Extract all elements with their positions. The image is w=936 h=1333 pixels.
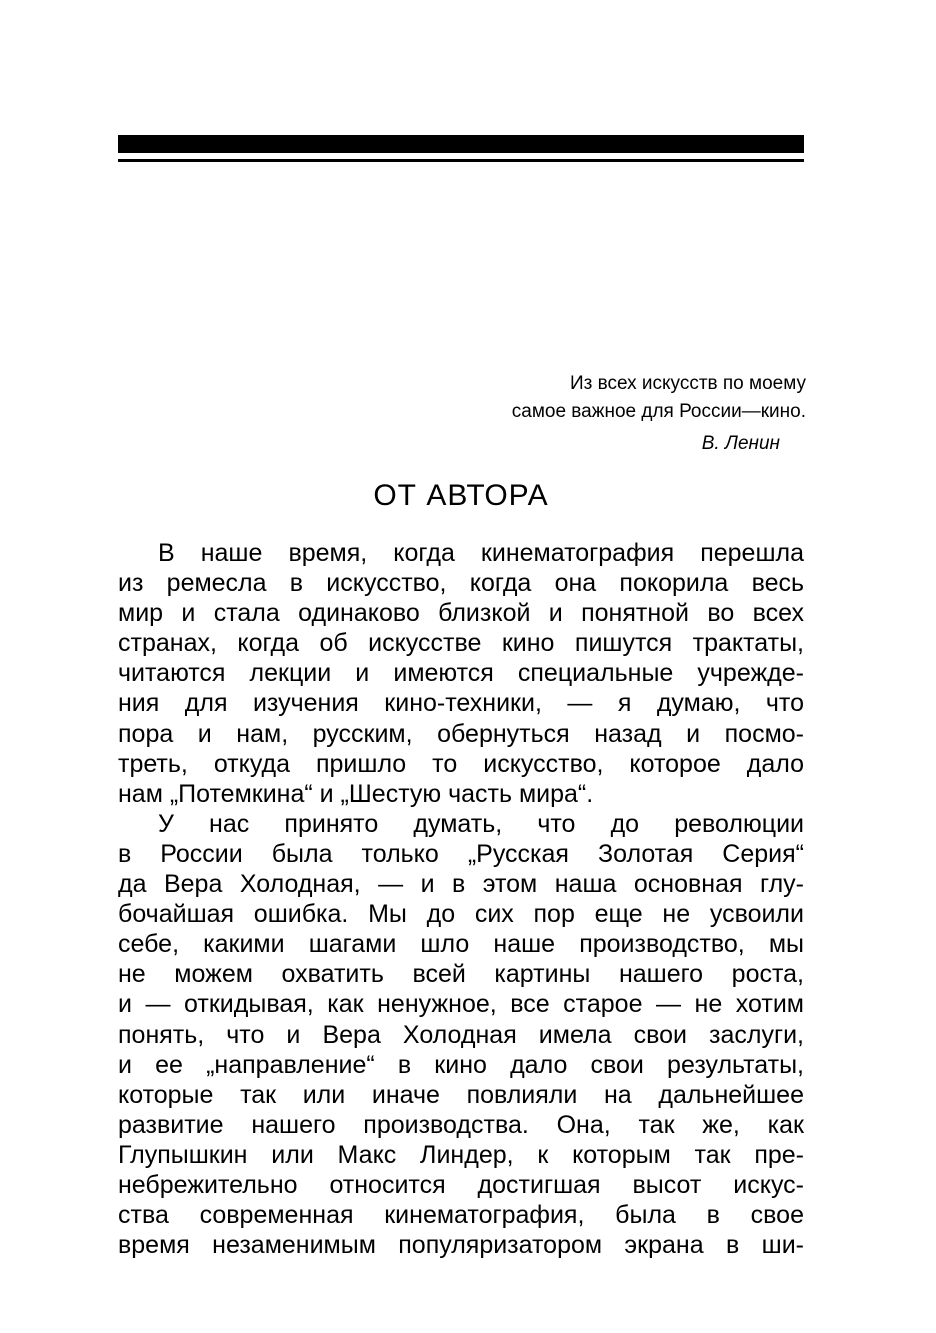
header-thick-rule bbox=[118, 135, 804, 153]
paragraph-line: себе, какими шагами шло наше производство, мы bbox=[118, 930, 804, 959]
paragraph-line: мир и стала одинаково близкой и понятной во всех bbox=[118, 599, 804, 628]
paragraph-line: ства современная кинематография, была в свое bbox=[118, 1201, 804, 1230]
paragraph-line: Глупышкин или Макс Линдер, к которым так пре- bbox=[118, 1140, 804, 1169]
paragraph-line: пора и нам, русским, обернуться назад и посмо- bbox=[118, 719, 804, 748]
paragraph-line: У нас принято думать, что до революции bbox=[158, 809, 804, 838]
paragraph-line: странах, когда об искусстве кино пишутся трактаты, bbox=[118, 629, 804, 658]
paragraph-line: в России была только „Русская Золотая Серия“ bbox=[118, 839, 804, 868]
paragraph-line: время незаменимым популяризатором экрана в ши- bbox=[118, 1231, 804, 1260]
paragraph-line: небрежительно относится достигшая высот искус- bbox=[118, 1170, 804, 1199]
paragraph-line: да Вера Холодная, — и в этом наша основная глу- bbox=[118, 870, 804, 899]
paragraph-line: бочайшая ошибка. Мы до сих пор еще не усвоили bbox=[118, 900, 804, 929]
body-text bbox=[118, 538, 804, 1260]
paragraph-line: нам „Потемкина“ и „Шестую часть мира“. bbox=[118, 779, 594, 808]
page-title: ОТ АВТОРА bbox=[373, 479, 549, 512]
epigraph-line: самое важное для России—кино. bbox=[511, 401, 806, 422]
paragraph-line: развитие нашего производства. Она, так же, как bbox=[118, 1110, 804, 1139]
paragraph-line: не можем охватить всей картины нашего роста, bbox=[118, 960, 804, 989]
paragraph-line: В наше время, когда кинематография перешла bbox=[158, 539, 804, 567]
header-thin-rule bbox=[118, 159, 804, 162]
epigraph-line: Из всех искусств по моему bbox=[569, 373, 806, 394]
paragraph-line: которые так или иначе повлияли на дальнейшее bbox=[118, 1080, 804, 1109]
paragraph-line: треть, откуда пришло то искусство, которое дало bbox=[118, 749, 804, 778]
paragraph-line: из ремесла в искусство, когда она покорила весь bbox=[118, 569, 804, 598]
paragraph-line: понять, что и Вера Холодная имела свои заслуги, bbox=[118, 1020, 804, 1049]
paragraph-line: читаются лекции и имеются специальные учрежде- bbox=[118, 659, 804, 688]
paragraph-line: ния для изучения кино-техники, — я думаю, что bbox=[118, 689, 804, 718]
epigraph-author: В. Ленин bbox=[701, 433, 780, 454]
paragraph-line: и — откидывая, как ненужное, все старое — не хотим bbox=[118, 990, 804, 1019]
paragraph-line: и ее „направление“ в кино дало свои результаты, bbox=[118, 1050, 804, 1079]
epigraph bbox=[430, 370, 806, 458]
